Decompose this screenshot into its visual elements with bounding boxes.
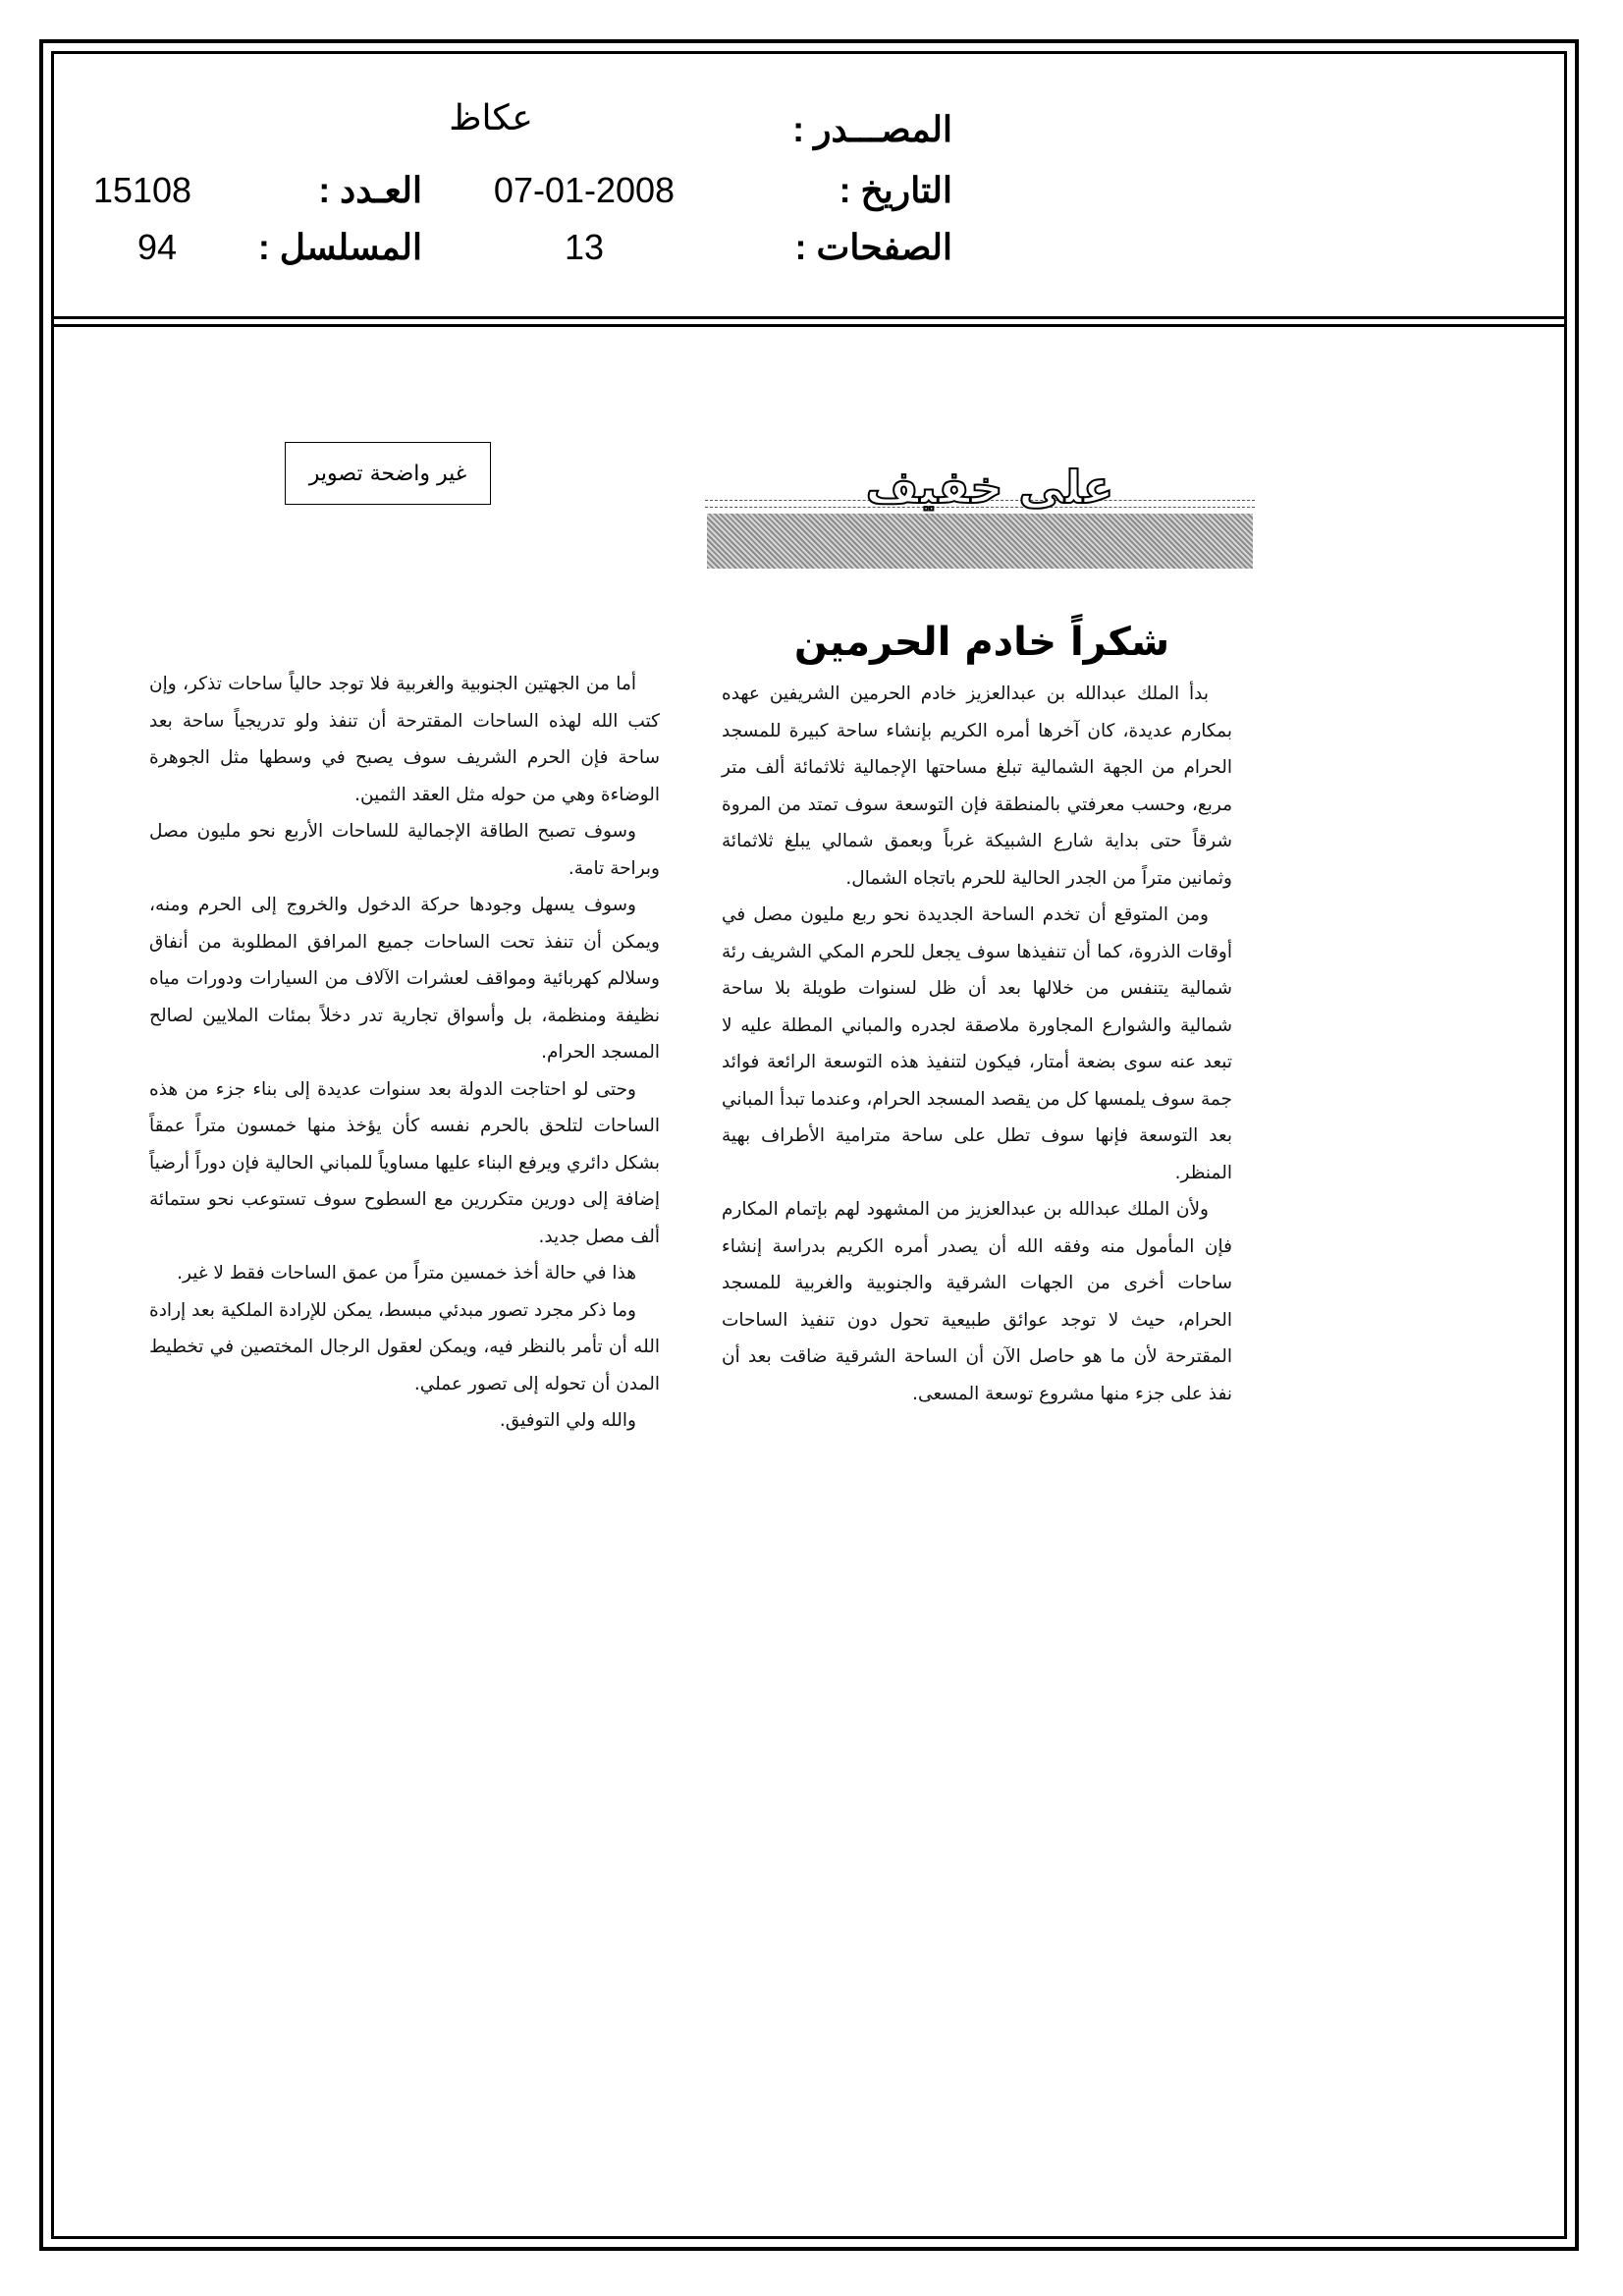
issue-label: العـدد : (318, 170, 422, 210)
paragraph: وما ذكر مجرد تصور مبدئي مبسط، يمكن للإرادة الملكية بعد إرادة الله أن تأمر بالنظر فيه، ويمكن لعقول الرجال المختصين في تخطيط المدن أن تحوله إلى تصور عملي. (149, 1299, 660, 1394)
note-box: غير واضحة تصوير (285, 442, 491, 505)
paragraph: وحتى لو احتاجت الدولة بعد سنوات عديدة إلى بناء جزء من هذه الساحات لتلحق بالحرم نفسه كأن يؤخذ منها خمسون متراً عمقاً بشكل دائري ويرفع البناء عليها مساوياً للمباني الحالية فإن دوراً أرضياً إضافة إلى دورين متكررين مع السطوح سوف تستوعب نحو ستمائة ألف مصل جديد. (149, 1078, 660, 1247)
pages-value: 13 (564, 227, 605, 267)
serial-value: 94 (136, 227, 178, 267)
masthead-author-band (707, 514, 1253, 569)
paragraph: ومن المتوقع أن تخدم الساحة الجديدة نحو ربع مليون مصل في أوقات الذروة، كما أن تنفيذها سوف يجعل للحرم المكي الشريف رئة شمالية يتنفس من خلالها بعد أن ظل لسنوات طويلة بلا ساحة شمالية والشوارع المجاورة ملاصقة لجدره والمباني المطلة عليه لا تبعد عنه سوى بضعة أمتار، فيكون لتنفيذ هذه التوسعة الرائعة فوائد جمة سوف يلمسها كل من يقصد المسجد الحرام، وعندما تبدأ المباني بعد التوسعة فإنها سوف تطل على ساحة مترامية الأطراف بهية المنظر. (722, 904, 1232, 1183)
article-column-right (722, 676, 1232, 1412)
header-separator-second (51, 324, 1567, 327)
date-label: التاريخ : (839, 170, 952, 210)
issue-value: 15108 (92, 170, 192, 210)
paragraph: والله ولي التوفيق. (499, 1410, 636, 1431)
paragraph: بدأ الملك عبدالله بن عبدالعزيز خادم الحرمين الشريفين عهده بمكارم عديدة، كان آخرها أمره الكريم بإنشاء ساحة كبيرة للمسجد الحرام من الجهة الشمالية تبلغ مساحتها الإجمالية ثلاثمائة ألف متر مربع، وحسب معرفتي بالمنطقة فإن التوسعة سوف تمتد من المروة شرقاً حتى بداية شارع الشبيكة غرباً وبعمق شمالي يبلغ ثلاثمائة وثمانين متراً من الجدر الحالية للحرم باتجاه الشمال. (722, 683, 1232, 889)
header-separator (51, 316, 1567, 319)
paragraph: أما من الجهتين الجنوبية والغربية فلا توجد حالياً ساحات تذكر، وإن كتب الله لهذه الساحات المقترحة أن تنفذ ولو تدريجياً ساحة بعد ساحة فإن الحرم الشريف سوف يصبح في وسطها مثل الجوهرة الوضاءة وهي من حوله مثل العقد الثمين. (149, 674, 660, 805)
column-title: على خفيف (865, 461, 1114, 514)
serial-label: المسلسل : (257, 227, 422, 267)
column-masthead (705, 457, 1255, 594)
pages-label: الصفحات : (794, 227, 952, 267)
source-value: عكاظ (449, 97, 533, 137)
paragraph: وسوف يسهل وجودها حركة الدخول والخروج إلى الحرم ومنه، ويمكن أن تنفذ تحت الساحات جميع المرافق المطلوبة من أنفاق وسلالم كهربائية ومواقف لعشرات الآلاف من السيارات ودورات مياه نظيفة ومنظمة، بل وأسواق تجارية تدر دخلاً بمئات الملايين لصالح المسجد الحرام. (149, 895, 660, 1063)
date-value: 07-01-2008 (493, 170, 676, 210)
source-label: المصـــدر : (792, 109, 952, 149)
paragraph: ولأن الملك عبدالله بن عبدالعزيز من المشهود لهم بإتمام المكارم فإن المأمول منه وفقه الله أن يصدر أمره الكريم بدراسة إنشاء ساحات أخرى من الجهات الشرقية والجنوبية والغربية للمسجد الحرام، حيث لا توجد عوائق طبيعية تحول دون تنفيذ الساحات المقترحة لأن ما هو حاصل الآن أن الساحة الشرقية ضاقت بعد أن نفذ على جزء منها مشروع توسعة المسعى. (722, 1199, 1232, 1404)
paragraph: وسوف تصبح الطاقة الإجمالية للساحات الأربع نحو مليون مصل وبراحة تامة. (149, 821, 660, 879)
paragraph: هذا في حالة أخذ خمسين متراً من عمق الساحات فقط لا غير. (177, 1263, 636, 1284)
article-headline: شكراً خادم الحرمين (793, 620, 1170, 665)
article-column-left (149, 666, 660, 1440)
